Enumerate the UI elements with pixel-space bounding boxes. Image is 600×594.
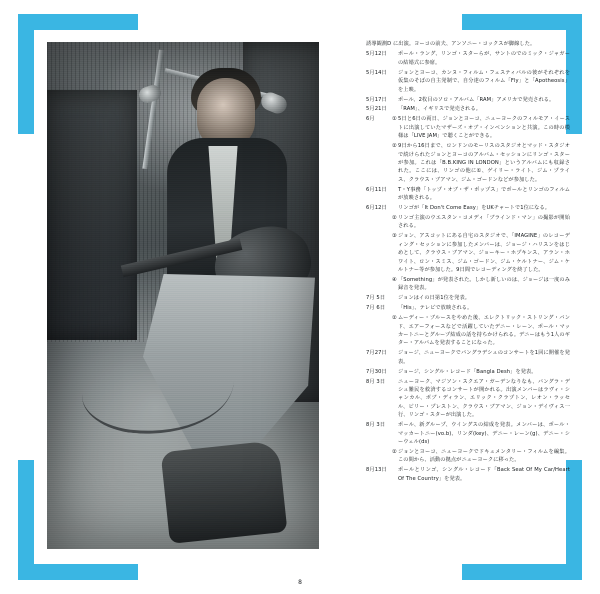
chronology-entry <box>366 368 570 376</box>
chronology-entry <box>366 466 570 483</box>
entry-text: ポールとリンゴ、シングル・レコード「Back Seat Of My Car/Heart Of The Country」を発表。 <box>398 467 570 482</box>
entry-text: T・Y事務「トップ・オブ・ザ・ポップス」でポールとリンゴのフィルムが放映される。 <box>398 186 570 202</box>
entry-text: ニューヨーク、マジソン・スクエア・ガーデンなりなも、バングラ・デシュ難民を救済するコンサートが開かれる。出演メンバーはラヴィ・シャンカル、ボブ・ディラン、エリック・クラプトン、レオン・ラッセル、ビリー・プレストン、クラウス・ブアマン、ジョン・デイヴィス一行、リンゴ・スターが出演した。 <box>398 378 570 419</box>
page-number: 8 <box>298 579 302 586</box>
entry-text: ムーディー・ブルースをやめた後、エレクトリック・ストリング・バンド、エアーフォースなどで活躍していたデニー・レーン、ポール・マッカートニーとグループ結成の話を持ちかけられる。デニーはもう1人のギター・アルバムを発表することになった。 <box>398 315 570 347</box>
entry-text: ポール、2枚目のソロ・アルバム「RAM」アメリカで発売される。 <box>398 96 555 103</box>
chronology-entry <box>366 294 570 302</box>
entry-date: 7月 5日 <box>366 295 386 302</box>
entry-text: ジョンはイの日第1位を発表。 <box>398 295 471 302</box>
entry-text: ポール・ラング、リンゴ・スターらが、サントのでのミック・ジャガーの結婚式に参席。 <box>398 51 570 66</box>
entry-text: 「Something」が発表された。しかし新しいのは、ジョージは一度のみ録音を発表。 <box>398 276 570 292</box>
chronology-entry <box>366 186 570 203</box>
entry-date: 5月21日 <box>366 106 387 113</box>
entry-bullet: ② <box>392 143 397 150</box>
entry-text: ジョン、アスコットにある自宅のスタジオで、「IMAGINE」のレコーディング・セッションに参加したメンバーは、ジョージ・ハリスンをはじめとして、クラウス・ブアマン、ジョーキー・ホプキンス、アラン・ホワイト、ロン・スミス、ジム・ゴードン、ジム・ケルトナー、ジム・ケルトナー等が参加した。9日間でレコーディングを終了した。 <box>398 233 570 274</box>
corner-bracket-bottom-left-horizontal <box>18 564 138 580</box>
chronology-entry <box>366 142 570 184</box>
corner-bracket-top-left-vertical <box>18 14 34 134</box>
chronology-entry <box>366 214 570 231</box>
entry-text: ポール、新グループ、ウイングスの結成を発表。メンバーは、ポール・マッカートニー(vo.b)、リンダ(key)、デニー・レーン(g)、デニー・シーウェル(ds) <box>398 422 570 446</box>
corner-bracket-top-right-horizontal <box>462 14 582 30</box>
entry-text: 「His」、テレビで放映される。 <box>398 305 473 312</box>
entry-date: 6月12日 <box>366 205 387 212</box>
chronology-text-column <box>366 40 570 556</box>
entry-date: 7月30日 <box>366 368 387 375</box>
chronology-entry <box>366 276 570 293</box>
entry-date: 8月 3日 <box>366 422 386 429</box>
photo-vignette <box>47 42 319 549</box>
photograph <box>47 42 319 549</box>
entry-date: 6月 <box>366 116 375 123</box>
entry-date: 8月13日 <box>366 467 387 474</box>
chronology-entry <box>366 421 570 446</box>
corner-bracket-bottom-left-vertical <box>18 460 34 580</box>
entry-date: 5月17日 <box>366 96 387 103</box>
entry-date: 6月11日 <box>366 186 387 193</box>
chronology-lead-paragraph: 誘導観測D に出演。ヨーコの前夫、アンソニー・コックスが脚線した。 <box>366 41 536 47</box>
corner-bracket-top-left-horizontal <box>18 14 138 30</box>
corner-bracket-bottom-right-horizontal <box>462 564 582 580</box>
entry-date: 7月 6日 <box>366 305 386 312</box>
entry-bullet: ② <box>392 448 397 455</box>
entry-bullet: ① <box>392 116 397 123</box>
entry-text: ジョンとヨーコ、カンヌ・フィルム・フェスティバルの彼がそれぞれを仮集のそばの自主発制で、自分達のフィルム「Fly」と「Apotheosis」を上映。 <box>398 69 570 93</box>
entry-bullet: ② <box>392 215 397 222</box>
entry-bullet: ④ <box>392 276 397 283</box>
entry-text: 5日と6日の両日、ジョンとヨーコ、ニューヨークのフィルモア・イーストに出演していたマザーズ・オブ・インベンションと共演。この時の模様は「LIVE JAM」で聴くことができる。 <box>398 116 570 140</box>
entry-text: 9日から16日まで、ロンドンのモーリスのスタジオとマッド・スタジオで続けられたジョンとヨーコのアルバム・セッションにリンゴ・スターが参加。これは「B.B.KING IN LONDON」というアルバムにも収録された。ここには、リンゴの他に①、ゲイリー・ライト、ジム・プライス、クラウス・ブアマン、ジム・ゴードンなどが参加した。 <box>398 143 570 183</box>
entry-text: リンゴ主演のウエスタン・コメディ「ブラインド・マン」の撮影が開始される。 <box>398 215 570 230</box>
chronology-entry <box>366 314 570 348</box>
chronology-entry <box>366 69 570 94</box>
chronology-entry <box>366 105 570 113</box>
chronology-entry <box>366 448 570 465</box>
entry-bullet: ② <box>392 315 397 322</box>
chronology-entry <box>366 304 570 312</box>
entry-date: 5月14日 <box>366 69 387 76</box>
chronology-entry <box>366 96 570 104</box>
chronology-entry <box>366 232 570 274</box>
entry-bullet: ③ <box>392 233 397 240</box>
entry-date: 7月27日 <box>366 350 387 357</box>
chronology-entry <box>366 378 570 420</box>
entry-date: 5月12日 <box>366 51 387 58</box>
entry-text: ジョージ、シングル・レコード「Bangla Desh」を発表。 <box>398 368 537 375</box>
entry-text: リンゴが「It Don't Come Easy」をUKチャートで1位になる。 <box>398 205 551 212</box>
entry-text: ジョージ、ニューヨークでバングラデシュのコンサートを1回に開催を発表。 <box>398 350 570 365</box>
chronology-entry <box>366 115 570 140</box>
entry-text: 「RAM」、イギリスで発売される。 <box>398 106 482 113</box>
chronology-entry <box>366 50 570 67</box>
entry-text: ジョンとヨーコ、ニューヨークでドキュメンタリー・フィルムを編集。この間から、活動の拠点がニューヨークに移った。 <box>398 448 570 464</box>
entry-date: 8月 3日 <box>366 378 386 385</box>
chronology-entry <box>366 204 570 212</box>
chronology-entry <box>366 349 570 366</box>
